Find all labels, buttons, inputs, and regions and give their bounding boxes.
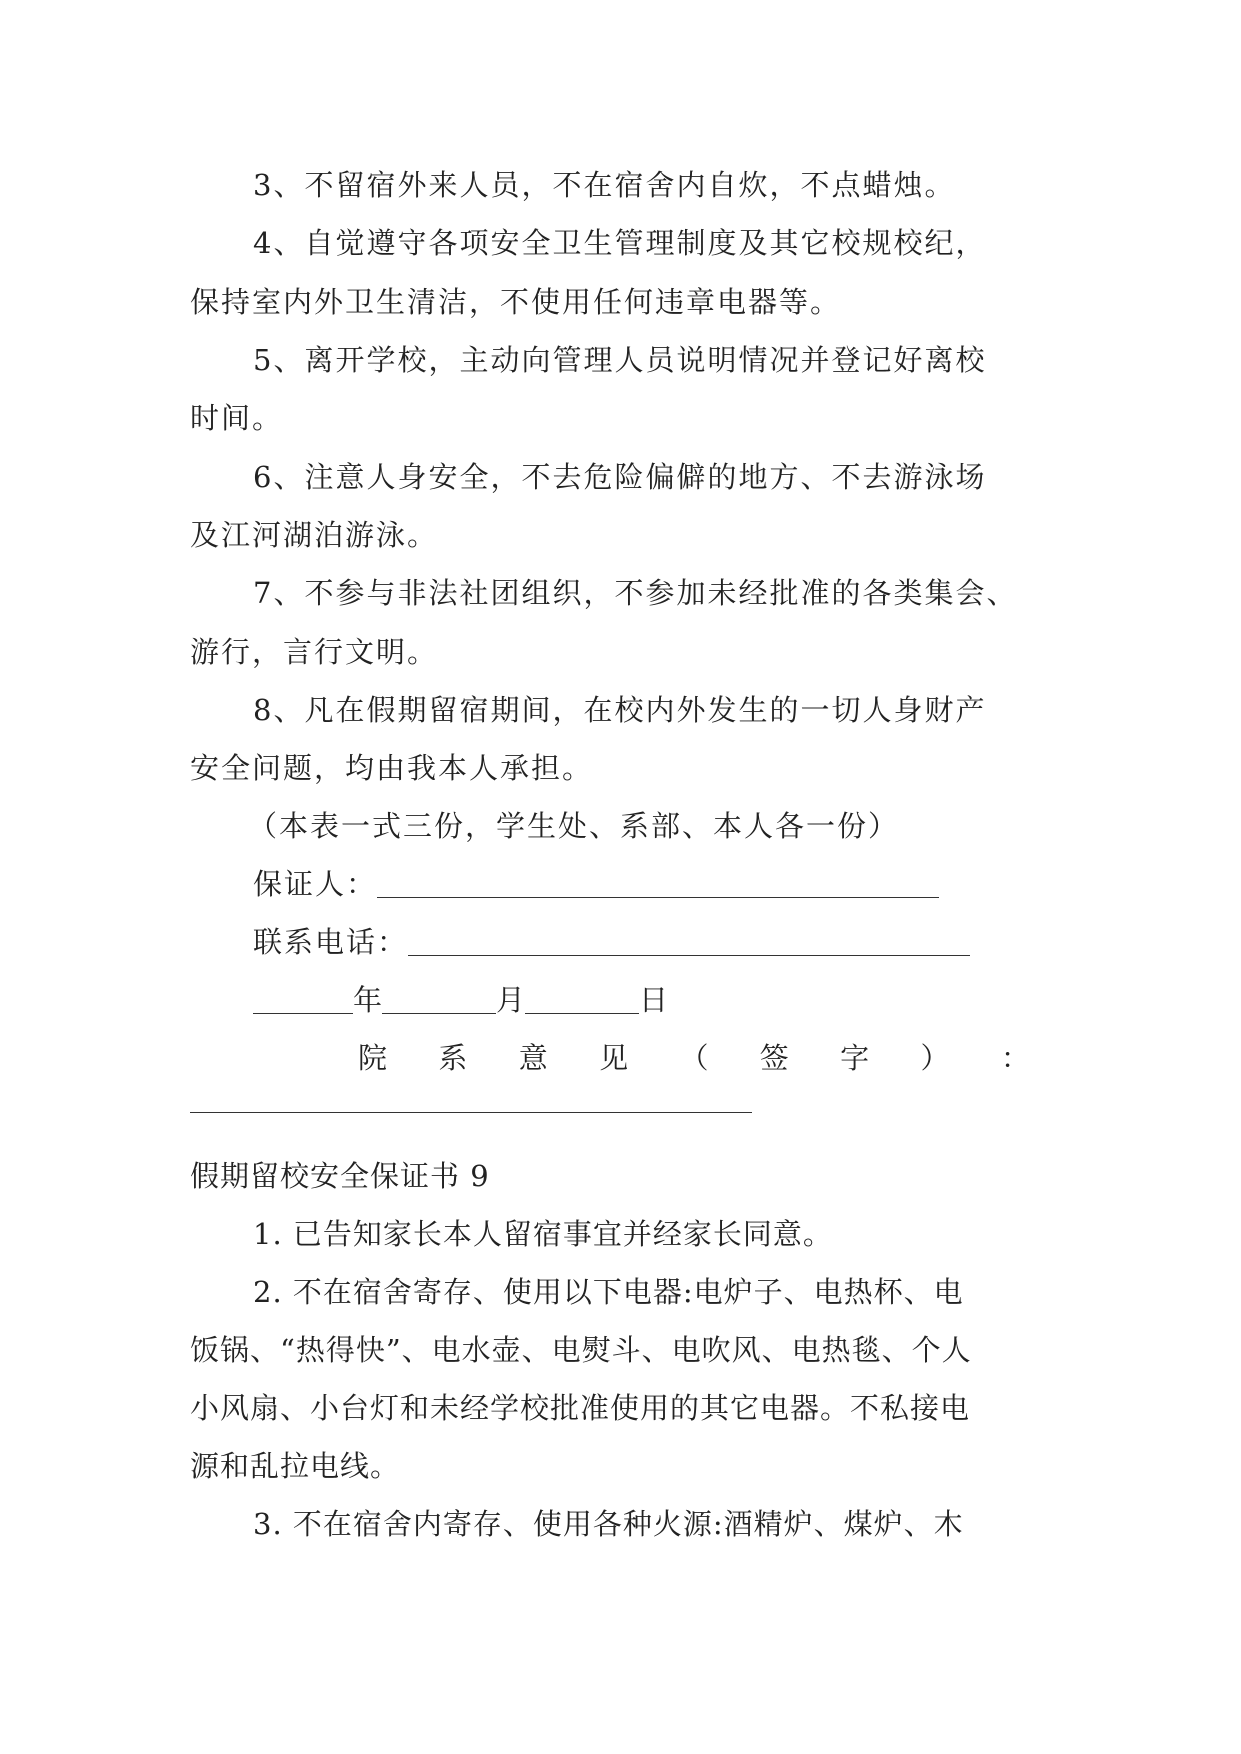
year-label: 年 [353,983,383,1017]
dept-opinion-blank[interactable] [190,1112,752,1113]
rule-2-text-cont: 小风扇、小台灯和未经学校批准使用的其它电器。不私接电 [190,1391,971,1425]
phone-label: 联系电话： [253,925,409,959]
item-8-text-cont: 安全问题，均由我本人承担。 [190,751,594,785]
item-6-text-cont: 及江河湖泊游泳。 [190,518,439,552]
dept-opinion-char: ） [920,1041,950,1075]
date-row [253,980,668,1020]
phone-row [253,922,970,962]
dept-opinion-char: 院 [358,1041,388,1075]
item-7-text: 7、不参与非法社团组织，不参加未经批准的各类集会、 [253,576,1018,610]
month-label: 月 [496,983,526,1017]
item-3-text: 3、不留宿外来人员，不在宿舍内自炊，不点蜡烛。 [253,168,956,202]
item-4-text-cont: 保持室内外卫生清洁，不使用任何违章电器等。 [190,285,842,319]
section-9-title: 假期留校安全保证书 9 [190,1159,490,1193]
item-7-text-cont: 游行，言行文明。 [190,635,439,669]
rule-2-text: 2. 不在宿舍寄存、使用以下电器:电炉子、电热杯、电 [253,1275,964,1309]
rule-1-text: 1. 已告知家长本人留宿事宜并经家长同意。 [253,1217,833,1251]
dept-opinion-char: （ [679,1041,709,1075]
dept-opinion-char: ： [1000,1041,1030,1075]
dept-opinion-char: 意 [518,1041,548,1075]
rule-2-text-cont: 饭锅、“热得快”、电水壶、电熨斗、电吹风、电热毯、个人 [190,1333,972,1367]
month-blank[interactable] [382,987,496,1014]
item-6-text: 6、注意人身安全，不去危险偏僻的地方、不去游泳场 [253,460,987,494]
dept-opinion-char: 字 [840,1041,870,1075]
rule-2-text-cont: 源和乱拉电线。 [190,1449,401,1483]
dept-opinion-char: 见 [599,1041,629,1075]
copies-note: （本表一式三份，学生处、系部、本人各一份） [248,809,900,843]
dept-opinion-char: 系 [438,1041,468,1075]
year-blank[interactable] [253,987,353,1014]
item-5-text-cont: 时间。 [190,401,284,435]
day-blank[interactable] [525,987,639,1014]
guarantor-row [253,864,939,904]
item-8-text: 8、凡在假期留宿期间，在校内外发生的一切人身财产 [253,693,987,727]
day-label: 日 [639,983,669,1017]
phone-blank[interactable] [408,929,970,956]
item-5-text: 5、离开学校，主动向管理人员说明情况并登记好离校 [253,343,987,377]
rule-3-text: 3. 不在宿舍内寄存、使用各种火源:酒精炉、煤炉、木 [253,1507,964,1541]
dept-opinion-char: 签 [759,1041,789,1075]
guarantor-blank[interactable] [377,871,939,898]
item-4-text: 4、自觉遵守各项安全卫生管理制度及其它校规校纪， [253,226,987,260]
dept-opinion-row [358,1038,1030,1078]
guarantor-label: 保证人： [253,867,378,901]
